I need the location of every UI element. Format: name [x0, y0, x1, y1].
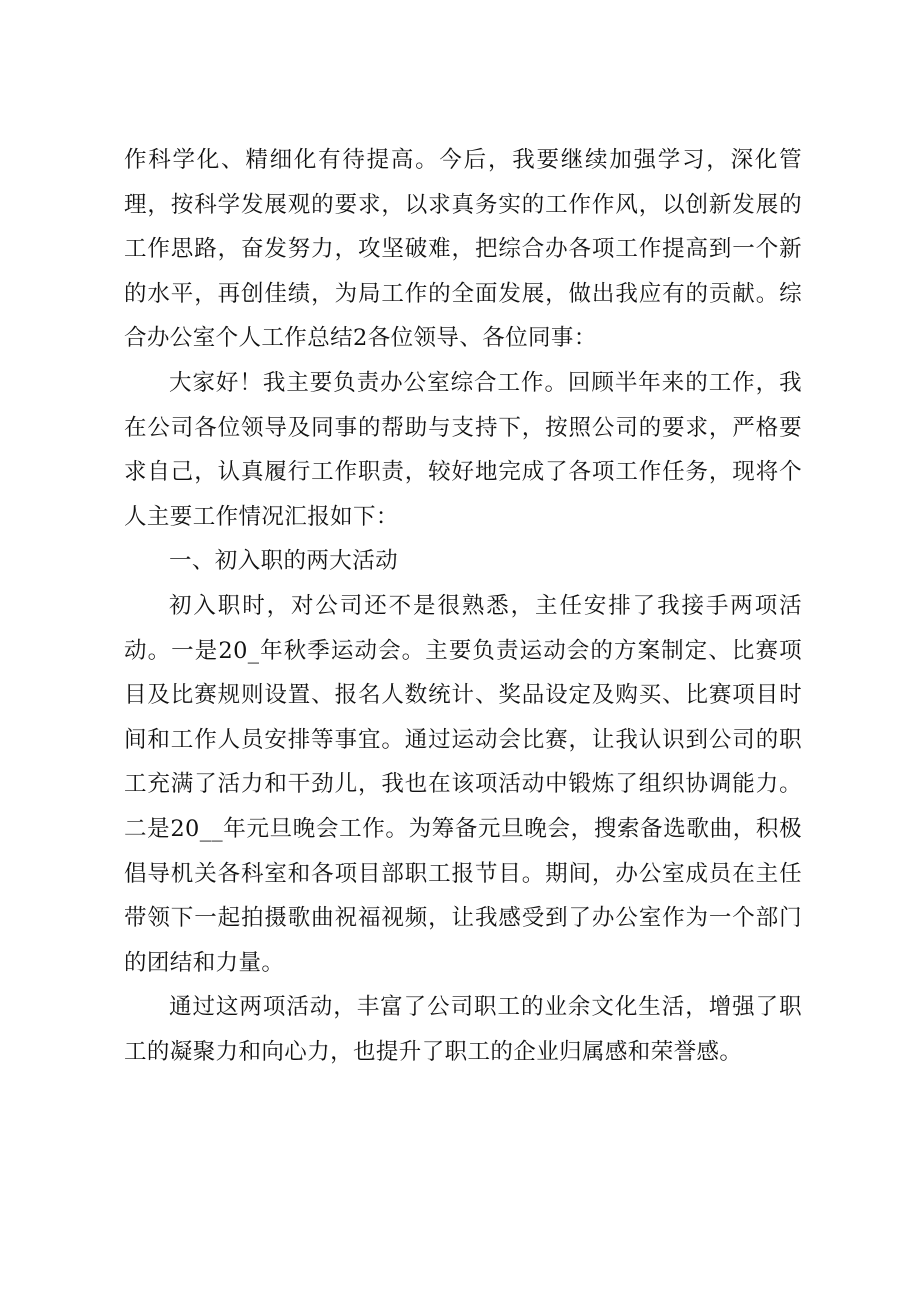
paragraph-activities-detail: 初入职时，对公司还不是很熟悉，主任安排了我接手两项活动。一是20_年秋季运动会。主要负责运动会的方案制定、比赛项目及比赛规则设置、报名人数统计、奖品设定及购买、比赛项目时间和工作人员安排等事宜。通过运动会比赛，让我认识到公司的职工充满了活力和干劲儿，我也在该项活动中锻炼了组织协调能力。二是20__年元旦晚会工作。为筹备元旦晚会，搜索备选歌曲，积极倡导机关各科室和各项目部职工报节目。期间，办公室成员在主任带领下一起拍摄歌曲祝福视频，让我感受到了办公室作为一个部门的团结和力量。 [124, 592, 802, 976]
paragraph-work-summary-conclusion: 作科学化、精细化有待提高。今后，我要继续加强学习，深化管理，按科学发展观的要求，以求真务实的工作作风，以创新发展的工作思路，奋发努力，攻坚破难，把综合办各项工作提高到一个新的水平，再创佳绩，为局工作的全面发展，做出我应有的贡献。综合办公室个人工作总结2各位领导、各位同事： [124, 147, 802, 352]
document-body [124, 138, 802, 1074]
section-heading-two-activities: 一、初入职的两大活动 [169, 548, 399, 575]
paragraph-activities-result: 通过这两项活动，丰富了公司职工的业余文化生活，增强了职工的凝聚力和向心力，也提升了职工的企业归属感和荣誉感。 [124, 994, 802, 1065]
paragraph-greeting: 大家好！我主要负责办公室综合工作。回顾半年来的工作，我在公司各位领导及同事的帮助与支持下，按照公司的要求，严格要求自己，认真履行工作职责，较好地完成了各项工作任务，现将个人主要工作情况汇报如下： [124, 369, 802, 530]
